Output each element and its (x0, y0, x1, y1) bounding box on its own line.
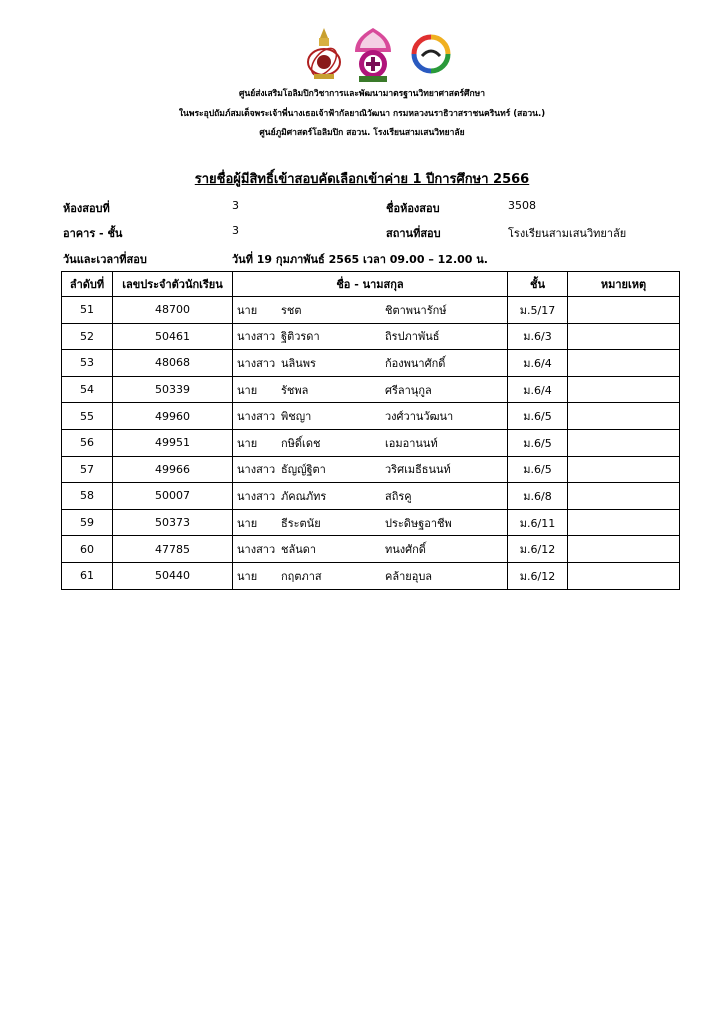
last-name: ประดิษฐอาชีพ (385, 516, 452, 530)
note (568, 562, 680, 589)
table-row (62, 350, 680, 377)
name-prefix: นางสาว (237, 410, 276, 424)
student-name (233, 483, 508, 510)
note (568, 456, 680, 483)
page-title: รายชื่อผู้มีสิทธิ์เข้าสอบคัดเลือกเข้าค่าย 1 ปีการศึกษา 2566 (194, 172, 530, 187)
first-name: ชลันดา (281, 543, 317, 557)
student-name (233, 456, 508, 483)
col-header-no: ลำดับที่ (62, 272, 113, 297)
first-name: รัชพล (281, 383, 309, 397)
student-id: 48700 (113, 297, 233, 324)
first-name: ธีระตนัย (281, 516, 321, 530)
col-header-grade: ชั้น (508, 272, 568, 297)
header-line-1: ศูนย์ส่งเสริมโอลิมปิกวิชาการและพัฒนามาตรฐานวิทยาศาสตร์ศึกษา (239, 89, 485, 99)
posn-seal-logo (304, 26, 344, 82)
row-number: 51 (62, 297, 113, 324)
row-number: 53 (62, 350, 113, 377)
datetime-label: วันและเวลาที่สอบ (63, 253, 147, 266)
venue-label: สถานที่สอบ (386, 227, 441, 240)
first-name: ธัญญ์ฐิตา (281, 463, 326, 477)
note (568, 376, 680, 403)
note (568, 509, 680, 536)
first-name: กฤตภาส (281, 569, 322, 583)
student-name (233, 536, 508, 563)
grade: ม.6/5 (508, 429, 568, 456)
header-line-3: ศูนย์ภูมิศาสตร์โอลิมปิก สอวน. โรงเรียนสามเสนวิทยาลัย (259, 128, 465, 138)
room-label: ห้องสอบที่ (63, 202, 110, 215)
student-name (233, 429, 508, 456)
last-name: เอมอานนท์ (385, 436, 438, 450)
student-id: 47785 (113, 536, 233, 563)
note (568, 323, 680, 350)
grade: ม.6/3 (508, 323, 568, 350)
row-number: 61 (62, 562, 113, 589)
last-name: ถิรปภาพันธ์ (385, 330, 440, 344)
row-number: 57 (62, 456, 113, 483)
col-header-student-id: เลขประจำตัวนักเรียน (113, 272, 233, 297)
logo-row (0, 26, 724, 86)
name-prefix: นาย (237, 383, 258, 397)
row-number: 52 (62, 323, 113, 350)
building-value: 3 (232, 224, 239, 237)
school-emblem-logo (351, 26, 395, 84)
candidate-table (61, 271, 680, 590)
row-number: 60 (62, 536, 113, 563)
table-row (62, 536, 680, 563)
room-name-value: 3508 (508, 199, 536, 212)
datetime-value: วันที่ 19 กุมภาพันธ์ 2565 เวลา 09.00 – 12.00 น. (232, 253, 488, 266)
table-header-row (62, 272, 680, 297)
row-number: 54 (62, 376, 113, 403)
grade: ม.6/4 (508, 350, 568, 377)
table-row (62, 509, 680, 536)
grade: ม.6/12 (508, 562, 568, 589)
student-id: 49960 (113, 403, 233, 430)
first-name: นลินพร (281, 356, 316, 370)
row-number: 58 (62, 483, 113, 510)
student-id: 48068 (113, 350, 233, 377)
grade: ม.6/12 (508, 536, 568, 563)
name-prefix: นาย (237, 303, 258, 317)
student-name (233, 297, 508, 324)
table-row (62, 562, 680, 589)
table-row (62, 403, 680, 430)
col-header-note: หมายเหตุ (568, 272, 680, 297)
last-name: ศรีลานุกูล (385, 383, 432, 397)
row-number: 59 (62, 509, 113, 536)
student-name (233, 509, 508, 536)
grade: ม.6/4 (508, 376, 568, 403)
first-name: พิชญา (281, 410, 312, 424)
first-name: ภัคณภัทร (281, 489, 327, 503)
table-row (62, 429, 680, 456)
first-name: รชต (281, 303, 302, 317)
name-prefix: นาย (237, 569, 258, 583)
table-row (62, 297, 680, 324)
first-name: ฐิติวรดา (281, 330, 320, 344)
student-name (233, 350, 508, 377)
table-row (62, 483, 680, 510)
header-line-2: ในพระอุปถัมภ์สมเด็จพระเจ้าพี่นางเธอเจ้าฟ้ากัลยาณิวัฒนา กรมหลวงนราธิวาสราชนครินทร์ (สอวน.) (178, 109, 546, 119)
grade: ม.5/17 (508, 297, 568, 324)
note (568, 536, 680, 563)
table-row (62, 456, 680, 483)
name-prefix: นางสาว (237, 543, 276, 557)
student-name (233, 323, 508, 350)
student-id: 50007 (113, 483, 233, 510)
name-prefix: นาย (237, 516, 258, 530)
note (568, 403, 680, 430)
row-number: 56 (62, 429, 113, 456)
venue-value: โรงเรียนสามเสนวิทยาลัย (508, 227, 627, 240)
last-name: คล้ายอุบล (385, 569, 433, 583)
col-header-name: ชื่อ - นามสกุล (233, 272, 508, 297)
room-value: 3 (232, 199, 239, 212)
student-id: 50339 (113, 376, 233, 403)
last-name: ก้องพนาศักดิ์ (385, 356, 446, 370)
last-name: วงศ์วานวัฒนา (385, 410, 454, 424)
note (568, 483, 680, 510)
student-name (233, 403, 508, 430)
student-id: 50373 (113, 509, 233, 536)
last-name: วริศเมธีธนนท์ (385, 463, 451, 477)
building-label: อาคาร - ชั้น (63, 227, 123, 240)
name-prefix: นาย (237, 436, 258, 450)
name-prefix: นางสาว (237, 330, 276, 344)
first-name: กษิดิ์เดช (281, 436, 321, 450)
student-id: 49951 (113, 429, 233, 456)
student-id: 50440 (113, 562, 233, 589)
last-name: ทนงศักดิ์ (385, 543, 426, 557)
geography-olympiad-logo (406, 26, 456, 82)
student-name (233, 376, 508, 403)
name-prefix: นางสาว (237, 463, 276, 477)
student-id: 49966 (113, 456, 233, 483)
student-name (233, 562, 508, 589)
grade: ม.6/11 (508, 509, 568, 536)
last-name: ชิตาพนารักษ์ (385, 303, 447, 317)
note (568, 429, 680, 456)
name-prefix: นางสาว (237, 489, 276, 503)
table-row (62, 376, 680, 403)
student-id: 50461 (113, 323, 233, 350)
grade: ม.6/5 (508, 456, 568, 483)
note (568, 350, 680, 377)
room-name-label: ชื่อห้องสอบ (386, 202, 440, 215)
row-number: 55 (62, 403, 113, 430)
grade: ม.6/8 (508, 483, 568, 510)
name-prefix: นางสาว (237, 356, 276, 370)
grade: ม.6/5 (508, 403, 568, 430)
table-row (62, 323, 680, 350)
note (568, 297, 680, 324)
last-name: สถิรคู (385, 489, 412, 503)
